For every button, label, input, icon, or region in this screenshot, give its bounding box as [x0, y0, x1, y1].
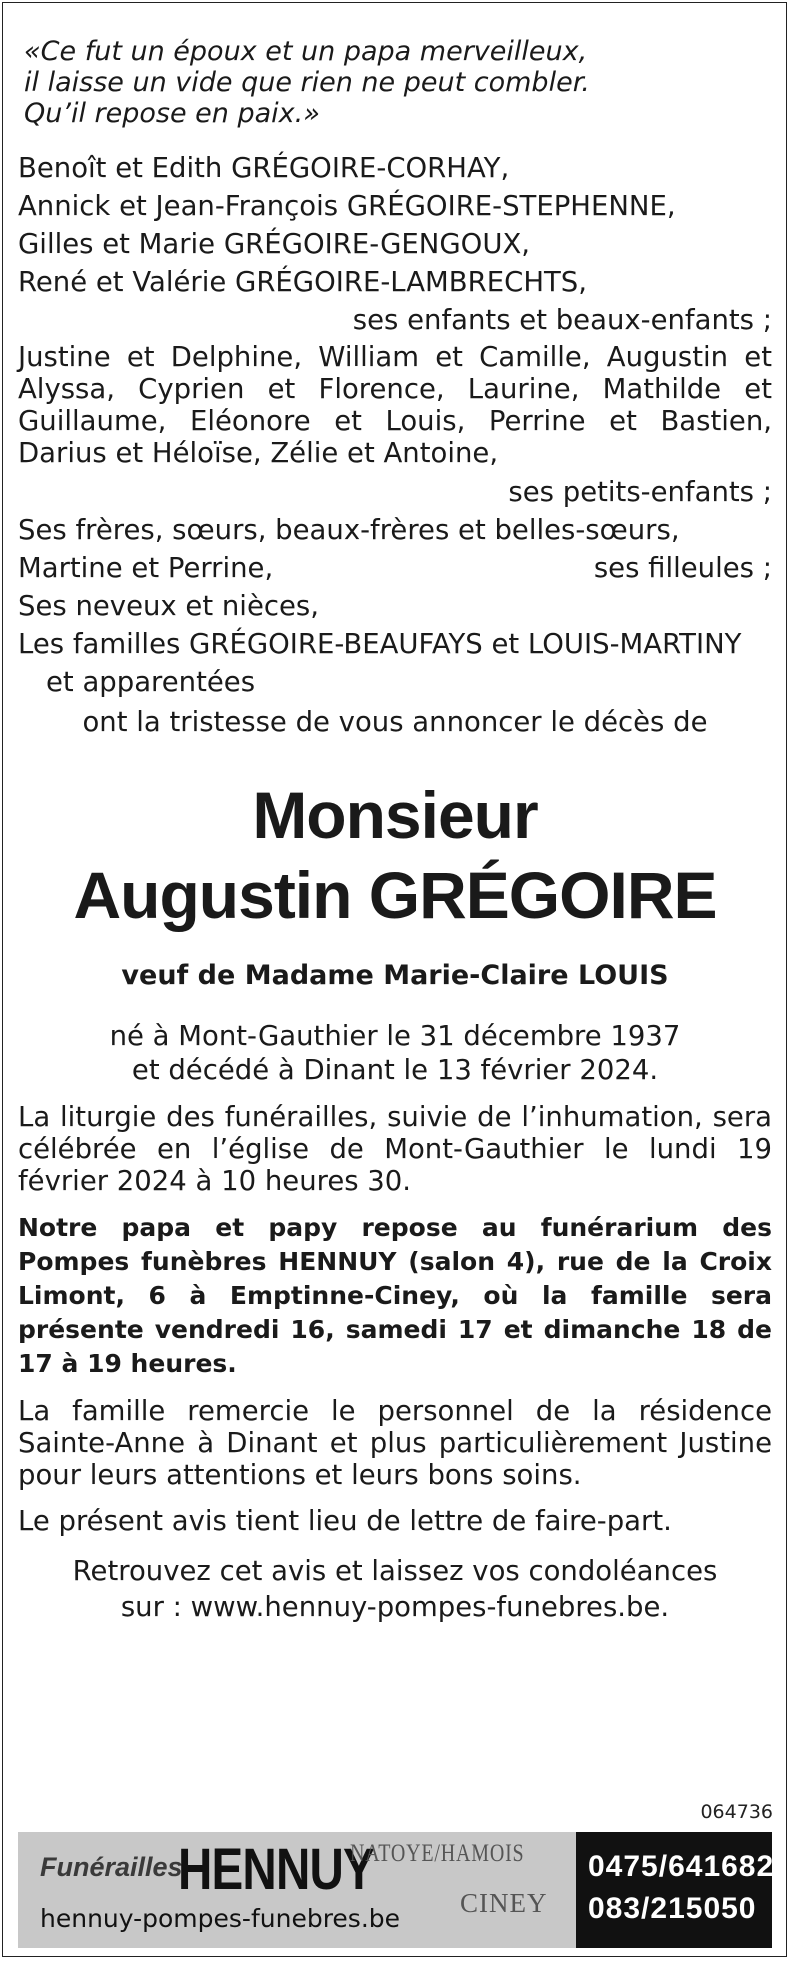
town-label-1: NATOYE/HAMOIS: [350, 1840, 525, 1867]
brand-logo: HENNUY: [178, 1837, 374, 1902]
phone-number-2: 083/215050: [588, 1892, 757, 1925]
child-couple: Annick et Jean-François GRÉGOIRE-STEPHENNE,: [18, 190, 676, 222]
child-couple: Benoît et Edith GRÉGOIRE-CORHAY,: [18, 152, 510, 184]
child-couple: Gilles et Marie GRÉGOIRE-GENGOUX,: [18, 228, 531, 260]
relatives-line: et apparentées: [46, 666, 256, 698]
deceased-title: Monsieur: [252, 778, 538, 852]
website-notice: [18, 1553, 772, 1625]
deceased-name: Augustin GRÉGOIRE: [73, 858, 717, 932]
website-line-2: sur : www.hennuy-pompes-funebres.be.: [120, 1591, 670, 1623]
quote-line: il laisse un vide que rien ne peut combler.: [24, 67, 590, 98]
grandchildren-list: Justine et Delphine, William et Camille, Augustin et Alyssa, Cyprien et Florence, Laurine, Mathilde et Guillaume, Eléonore et Louis, Perrine et Bastien, Darius et Héloïse, Zélie et Antoine,: [18, 341, 772, 469]
town-label-2: CINEY: [460, 1888, 548, 1918]
life-dates: [18, 1019, 772, 1087]
widow-of-line: veuf de Madame Marie-Claire LOUIS: [121, 960, 669, 991]
funerailles-label: Funérailles: [40, 1852, 183, 1882]
announcement-line: ont la tristesse de vous annoncer le décès de: [82, 706, 708, 738]
funeral-home-banner: [18, 1832, 775, 1948]
goddaughters-line: [18, 549, 772, 587]
grandchildren-label: ses petits-enfants ;: [508, 476, 772, 508]
nephews-line: Ses neveux et nièces,: [18, 590, 319, 622]
liturgy-paragraph: La liturgie des funérailles, suivie de l’inhumation, sera célébrée en l’église de Mont-Gauthier le lundi 19 février 2024 à 10 heures 30.: [18, 1101, 772, 1197]
siblings-line: Ses frères, sœurs, beaux-frères et belles-sœurs,: [18, 514, 680, 546]
website-line-1: Retrouvez cet avis et laissez vos condoléances: [72, 1555, 718, 1587]
phone-number-1: 0475/641682: [588, 1850, 775, 1883]
reference-number: 064736: [700, 1801, 773, 1823]
thanks-paragraph: La famille remercie le personnel de la résidence Sainte-Anne à Dinant et plus particulièrement Justine pour leurs attentions et leurs bons soins.: [18, 1395, 772, 1491]
deceased-name-block: [18, 775, 772, 935]
epitaph-quote: [24, 36, 772, 129]
families-line: Les familles GRÉGOIRE-BEAUFAYS et LOUIS-MARTINY: [18, 628, 742, 660]
notice-paragraph: Le présent avis tient lieu de lettre de faire-part.: [18, 1505, 672, 1537]
funeral-home-website: hennuy-pompes-funebres.be: [40, 1904, 401, 1933]
funeral-home-logo-area: [18, 1832, 576, 1948]
children-label: ses enfants et beaux-enfants ;: [352, 304, 772, 336]
quote-line: Qu’il repose en paix.»: [24, 98, 320, 129]
obituary-content: [18, 36, 772, 1625]
goddaughters-label: ses filleules ;: [593, 552, 772, 584]
phone-box: [576, 1832, 775, 1948]
child-couple: René et Valérie GRÉGOIRE-LAMBRECHTS,: [18, 266, 588, 298]
birth-line: né à Mont-Gauthier le 31 décembre 1937: [109, 1020, 681, 1052]
death-line: et décédé à Dinant le 13 février 2024.: [131, 1054, 659, 1086]
funerarium-paragraph: Notre papa et papy repose au funérarium des Pompes funèbres HENNUY (salon 4), rue de la Croix Limont, 6 à Emptinne-Ciney, où la famille sera présente vendredi 16, samedi 17 et dimanche 18 de 17 à 19 heures.: [18, 1213, 772, 1378]
quote-line: «Ce fut un époux et un papa merveilleux,: [24, 36, 588, 67]
goddaughters-names: Martine et Perrine,: [18, 552, 274, 584]
